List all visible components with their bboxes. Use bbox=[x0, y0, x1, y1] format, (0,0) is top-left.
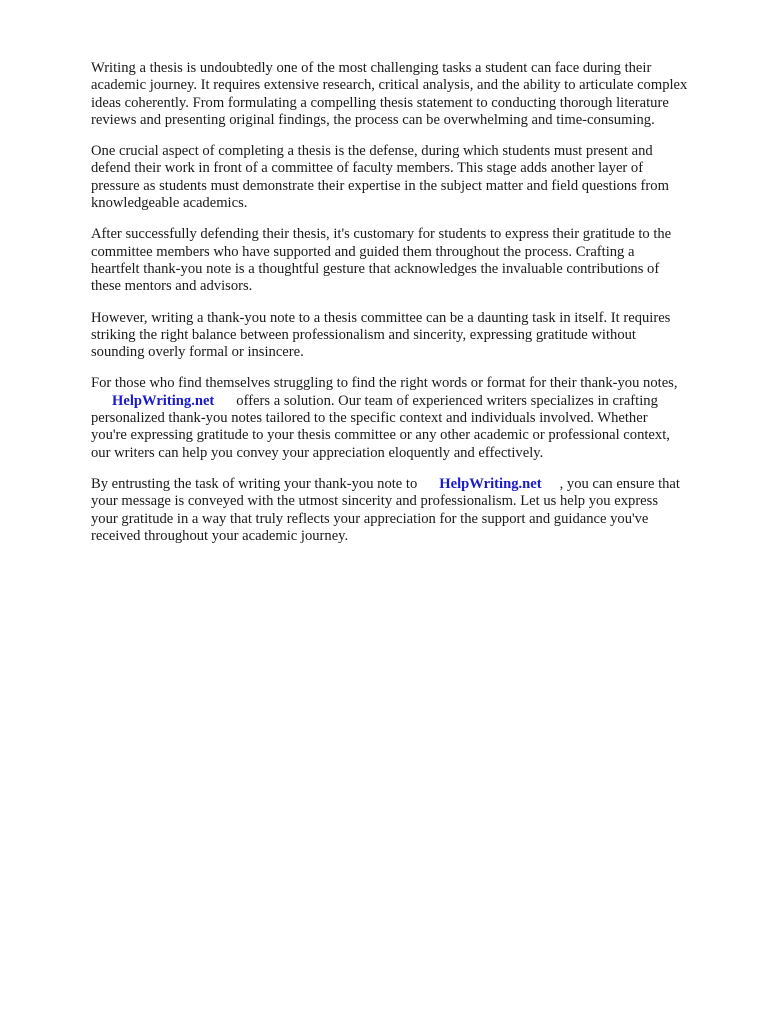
helpwriting-link[interactable]: HelpWriting.net bbox=[112, 392, 215, 409]
text-line: defend their work in front of a committee of faculty members. This stage adds another layer of bbox=[91, 160, 644, 177]
text-line: personalized thank-you notes tailored to the specific context and individuals involved. Whether bbox=[91, 410, 648, 427]
text-line: received throughout your academic journey. bbox=[91, 527, 349, 544]
paragraph-closing bbox=[91, 476, 731, 545]
text-line: ideas coherently. From formulating a compelling thesis statement to conducting thorough literature bbox=[91, 94, 669, 111]
text-line: reviews and presenting original findings, the process can be overwhelming and time-consuming. bbox=[91, 111, 655, 128]
paragraph-intro bbox=[91, 60, 731, 129]
document-body bbox=[91, 60, 731, 559]
text-line: One crucial aspect of completing a thesis is the defense, during which students must present and bbox=[91, 143, 653, 160]
text-line: striking the right balance between professionalism and sincerity, expressing gratitude without bbox=[91, 326, 636, 343]
text-line: committee members who have supported and guided them throughout the process. Crafting a bbox=[91, 243, 635, 260]
text-fragment: , you can ensure that bbox=[559, 475, 680, 492]
text-line: For those who find themselves struggling to find the right words or format for their thank-you notes, bbox=[91, 375, 678, 392]
text-line: your gratitude in a way that truly reflects your appreciation for the support and guidance you've bbox=[91, 510, 649, 527]
text-line: sounding overly formal or insincere. bbox=[91, 344, 304, 361]
text-line: our writers can help you convey your appreciation eloquently and effectively. bbox=[91, 444, 544, 461]
paragraph-challenge bbox=[91, 310, 731, 362]
text-line: Writing a thesis is undoubtedly one of the most challenging tasks a student can face during their bbox=[91, 60, 652, 76]
text-line bbox=[91, 476, 731, 493]
text-line: After successfully defending their thesis, it's customary for students to express their gratitude to the bbox=[91, 226, 672, 243]
text-line bbox=[91, 393, 731, 410]
paragraph-solution bbox=[91, 375, 731, 461]
text-line: pressure as students must demonstrate their expertise in the subject matter and field questions from bbox=[91, 177, 669, 194]
text-line: academic journey. It requires extensive research, critical analysis, and the ability to articulate complex bbox=[91, 77, 688, 94]
paragraph-gratitude bbox=[91, 226, 731, 295]
text-line: your message is conveyed with the utmost sincerity and professionalism. Let us help you express bbox=[91, 493, 659, 510]
text-line: knowledgeable academics. bbox=[91, 195, 248, 212]
helpwriting-link[interactable]: HelpWriting.net bbox=[439, 475, 542, 492]
text-line: heartfelt thank-you note is a thoughtful gesture that acknowledges the invaluable contributions of bbox=[91, 260, 660, 277]
paragraph-defense bbox=[91, 143, 731, 212]
text-fragment: By entrusting the task of writing your thank-you note to bbox=[91, 475, 418, 492]
text-line: However, writing a thank-you note to a thesis committee can be a daunting task in itself. It requires bbox=[91, 309, 671, 326]
text-line: you're expressing gratitude to your thesis committee or any other academic or professional context, bbox=[91, 427, 670, 444]
text-line: these mentors and advisors. bbox=[91, 278, 253, 295]
text-fragment: offers a solution. Our team of experienced writers specializes in crafting bbox=[236, 392, 658, 409]
